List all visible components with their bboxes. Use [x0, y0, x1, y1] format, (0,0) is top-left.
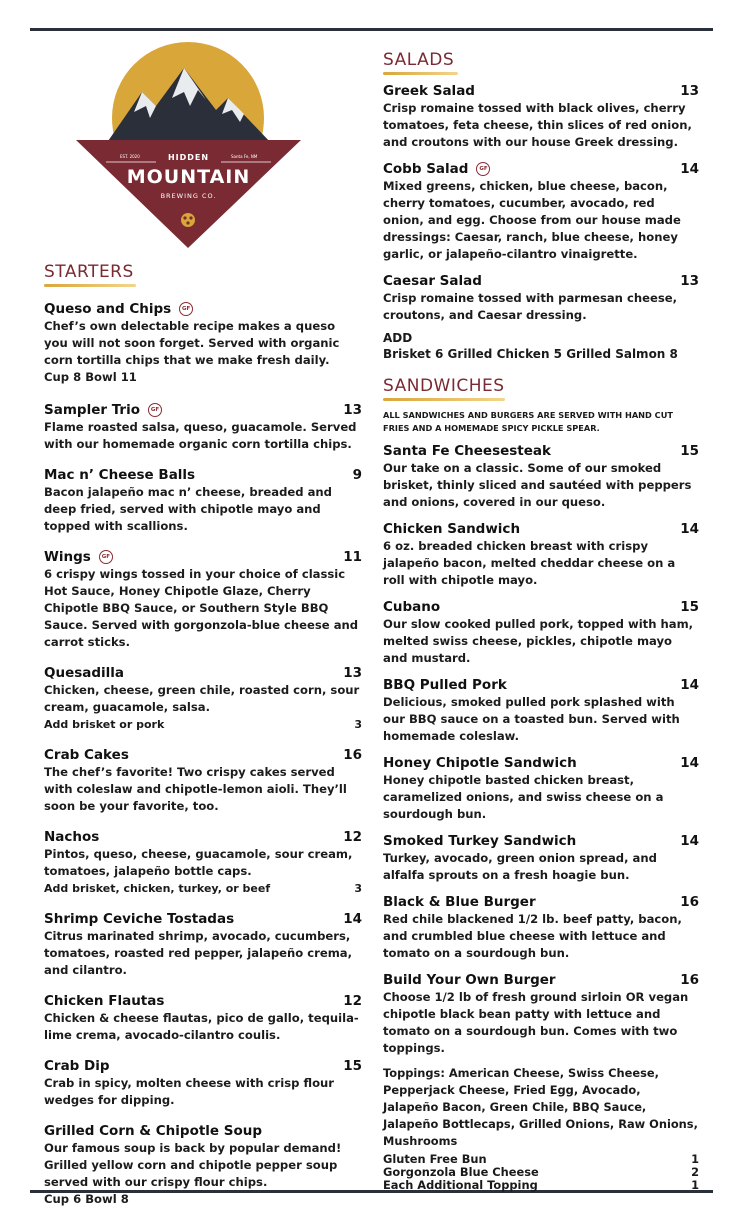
menu-item — [383, 892, 699, 962]
menu-item-price: 13 — [680, 82, 699, 99]
menu-item-description: Delicious, smoked pulled pork splashed with our BBQ sauce on a toasted bun. Served with homemade coleslaw. — [383, 695, 680, 743]
menu-item-name: Cubano — [383, 599, 441, 615]
starters-rule — [44, 284, 136, 287]
menu-item-title — [44, 909, 234, 928]
menu-item-price: 15 — [680, 442, 699, 459]
menu-item-name: Queso and Chips — [44, 301, 172, 317]
menu-item-title — [44, 991, 164, 1010]
menu-item-name: Black & Blue Burger — [383, 894, 536, 910]
menu-item-title — [383, 753, 577, 772]
menu-item-description: Our slow cooked pulled pork, topped with ham, melted swiss cheese, pickles, chipotle mayo and mustard. — [383, 617, 694, 665]
right-column — [383, 50, 699, 1192]
starters-title: STARTERS — [44, 262, 134, 282]
menu-item-name: Crab Dip — [44, 1058, 110, 1074]
addon-price: 3 — [354, 718, 362, 731]
menu-item — [44, 547, 362, 651]
menu-item — [383, 159, 699, 263]
salads-title: SALADS — [383, 50, 455, 70]
menu-item-title — [383, 892, 536, 911]
logo-location: Santa Fe, NM — [231, 154, 258, 159]
menu-item-price: 14 — [680, 754, 699, 771]
gluten-free-icon: GF — [179, 302, 193, 316]
addon-label: Add brisket or pork — [44, 718, 165, 731]
extra-option-row — [383, 1179, 699, 1192]
menu-item-price: 13 — [343, 664, 362, 681]
menu-item — [383, 831, 699, 884]
menu-item-title — [383, 831, 576, 850]
hop-icon-detail — [186, 221, 189, 224]
menu-item-title — [44, 1121, 262, 1140]
menu-item-price: 14 — [680, 160, 699, 177]
menu-item — [383, 271, 699, 324]
menu-item-title — [383, 675, 507, 694]
menu-item-title — [44, 465, 195, 484]
hop-icon-detail — [189, 216, 192, 219]
menu-item-header — [383, 597, 699, 616]
menu-item-description: Crab in spicy, molten cheese with crisp flour wedges for dipping. — [44, 1076, 335, 1107]
extra-option-label: Each Additional Topping — [383, 1178, 538, 1192]
hop-icon — [181, 213, 195, 227]
menu-item-header — [383, 753, 699, 772]
menu-item-name: Shrimp Ceviche Tostadas — [44, 911, 235, 927]
logo-mountain: MOUNTAIN — [126, 166, 251, 188]
menu-item-description: The chef’s favorite! Two crispy cakes served with coleslaw and chipotle-lemon aioli. They’ll soon be your favorite, too. — [44, 765, 347, 813]
menu-item-price: 12 — [343, 992, 362, 1009]
menu-item-price: 12 — [343, 828, 362, 845]
menu-item-description: 6 oz. breaded chicken breast with crispy jalapeño bacon, melted cheddar cheese on a roll with chipotle mayo. — [383, 539, 676, 587]
menu-item — [44, 1056, 362, 1109]
menu-item-title — [44, 827, 99, 846]
addon-price: 3 — [354, 882, 362, 895]
toppings-list: Toppings: American Cheese, Swiss Cheese, Pepperjack Cheese, Fried Egg, Avocado, Jalapeño Bacon, Green Chile, BBQ Sauce, Jalapeño Bottlecaps, Grilled Onions, Raw Onions, Mushrooms — [383, 1066, 698, 1148]
extras-list — [383, 1153, 699, 1192]
menu-item-price: 14 — [680, 832, 699, 849]
menu-item-description: Chicken, cheese, green chile, roasted corn, sour cream, guacamole, salsa. — [44, 683, 360, 714]
menu-item-price: 15 — [343, 1057, 362, 1074]
menu-item-title — [383, 81, 475, 100]
menu-item-description: Our famous soup is back by popular demand! Grilled yellow corn and chipotle pepper soup served with our crispy flour chips. — [44, 1141, 342, 1189]
starters-list — [44, 299, 362, 1208]
menu-item-name: Santa Fe Cheesesteak — [383, 443, 551, 459]
menu-item-name: Wings — [44, 549, 91, 565]
menu-item-sizes: Cup 8 Bowl 11 — [44, 370, 137, 384]
menu-item-title — [383, 441, 551, 460]
menu-item-price: 14 — [680, 676, 699, 693]
menu-item-name: Sampler Trio — [44, 402, 140, 418]
menu-item-price: 13 — [343, 401, 362, 418]
menu-item-description: Flame roasted salsa, queso, guacamole. Served with our homemade organic corn tortilla chips. — [44, 420, 357, 451]
menu-item-title — [383, 970, 556, 989]
menu-item-description: Turkey, avocado, green onion spread, and alfalfa sprouts on a fresh hoagie bun. — [383, 851, 657, 882]
extra-option-price: 1 — [691, 1178, 699, 1192]
menu-item-price: 14 — [680, 520, 699, 537]
menu-item-header — [383, 675, 699, 694]
menu-item-description: Chicken & cheese flautas, pico de gallo, tequila-lime crema, avocado-cilantro coulis. — [44, 1011, 359, 1042]
logo-hidden: HIDDEN — [167, 153, 210, 162]
menu-item-header — [383, 271, 699, 290]
menu-item-name: Grilled Corn & Chipotle Soup — [44, 1123, 263, 1139]
menu-item — [44, 663, 362, 733]
salad-add-label: ADD — [383, 331, 413, 345]
menu-item-price: 9 — [352, 466, 362, 483]
logo-brewing: BREWING CO. — [160, 192, 217, 200]
menu-item — [44, 299, 362, 386]
menu-item — [44, 1121, 362, 1208]
menu-item-name: Smoked Turkey Sandwich — [383, 833, 577, 849]
hop-icon-detail — [183, 216, 186, 219]
menu-item-description: Citrus marinated shrimp, avocado, cucumbers, tomatoes, roasted red pepper, jalapeño crema, and cilantro. — [44, 929, 353, 977]
menu-item-header — [44, 547, 362, 566]
menu-item-name: Chicken Flautas — [44, 993, 165, 1009]
menu-item-name: Crab Cakes — [44, 747, 129, 763]
menu-item-title — [383, 519, 520, 538]
menu-item-header — [383, 892, 699, 911]
menu-item-price: 11 — [343, 548, 362, 565]
menu-item-description: Choose 1/2 lb of fresh ground sirloin OR vegan chipotle black bean patty with lettuce and tomato on a sourdough bun. Comes with two toppings. — [383, 990, 689, 1055]
sandwiches-list — [383, 441, 699, 1057]
menu-item-header — [383, 519, 699, 538]
menu-item — [383, 597, 699, 667]
menu-item — [383, 441, 699, 511]
logo-est: EST. 2020 — [120, 154, 140, 159]
menu-item-description: Our take on a classic. Some of our smoked brisket, thinly sliced and sautéed with peppers and onions, covered in our queso. — [383, 461, 692, 509]
menu-item-price: 16 — [680, 971, 699, 988]
menu-item-header — [44, 827, 362, 846]
sandwiches-note: ALL SANDWICHES AND BURGERS ARE SERVED WITH HAND CUT FRIES AND A HOMEMADE SPICY PICKLE SPEAR. — [383, 410, 673, 433]
extra-option-label: Gluten Free Bun — [383, 1152, 487, 1166]
menu-item-name: Caesar Salad — [383, 273, 482, 289]
starters-section — [44, 262, 362, 1208]
sandwiches-title: SANDWICHES — [383, 376, 505, 396]
menu-item-description: Crisp romaine tossed with black olives, cherry tomatoes, feta cheese, thin slices of red onion, and croutons with our house Greek dressing. — [383, 101, 692, 149]
menu-item-title — [383, 271, 482, 290]
salads-rule — [383, 72, 458, 75]
menu-item-description: Mixed greens, chicken, blue cheese, bacon, cherry tomatoes, cucumber, avocado, red onion, and egg. Choose from our house made dressings: Caesar, ranch, blue cheese, honey garlic, or jalapeño-cilantro vinaigrette. — [383, 179, 681, 261]
menu-item-sizes: Cup 6 Bowl 8 — [44, 1192, 129, 1206]
menu-item-header — [44, 465, 362, 484]
menu-item-header — [44, 299, 362, 318]
menu-item — [44, 991, 362, 1044]
gluten-free-icon: GF — [99, 550, 113, 564]
menu-item-header — [383, 441, 699, 460]
menu-item-title — [383, 159, 490, 178]
salads-section — [383, 50, 699, 362]
menu-item-title — [383, 597, 440, 616]
menu-item-header — [44, 663, 362, 682]
menu-item-name: Chicken Sandwich — [383, 521, 521, 537]
menu-item-name: BBQ Pulled Pork — [383, 677, 507, 693]
sandwiches-rule — [383, 398, 505, 401]
menu-item-header — [44, 1056, 362, 1075]
menu-item-addon — [44, 716, 362, 733]
menu-item-header — [44, 991, 362, 1010]
menu-item-price: 13 — [680, 272, 699, 289]
menu-item — [44, 745, 362, 815]
menu-item — [44, 909, 362, 979]
menu-item-name: Honey Chipotle Sandwich — [383, 755, 577, 771]
menu-item-addon — [44, 880, 362, 897]
menu-item-title — [44, 547, 113, 566]
menu-item — [383, 753, 699, 823]
menu-item — [383, 519, 699, 589]
menu-item-description: Honey chipotle basted chicken breast, caramelized onions, and swiss cheese on a sourdough bun. — [383, 773, 664, 821]
menu-item — [383, 970, 699, 1057]
menu-item-header — [44, 400, 362, 419]
menu-item-description: Red chile blackened 1/2 lb. beef patty, bacon, and crumbled blue cheese with lettuce and tomato on a sourdough bun. — [383, 912, 682, 960]
sandwiches-section — [383, 376, 699, 1192]
gluten-free-icon: GF — [148, 403, 162, 417]
menu-item-title — [44, 663, 124, 682]
menu-item-name: Mac n’ Cheese Balls — [44, 467, 196, 483]
menu-item — [383, 675, 699, 745]
salad-add-options: Brisket 6 Grilled Chicken 5 Grilled Salmon 8 — [383, 347, 678, 361]
menu-item-header — [44, 1121, 362, 1140]
menu-item-description: Bacon jalapeño mac n’ cheese, breaded and deep fried, served with chipotle mayo and topped with scallions. — [44, 485, 332, 533]
extra-option-label: Gorgonzola Blue Cheese — [383, 1165, 539, 1179]
menu-item-price: 16 — [680, 893, 699, 910]
menu-item-title — [44, 299, 193, 318]
menu-item-description: 6 crispy wings tossed in your choice of classic Hot Sauce, Honey Chipotle Glaze, Cherry Chipotle BBQ Sauce, or Southern Style BBQ Sauce. Served with gorgonzola-blue cheese and carrot sticks. — [44, 567, 359, 649]
extra-option-price: 2 — [691, 1165, 699, 1179]
menu-item-price: 16 — [343, 746, 362, 763]
menu-item-price: 15 — [680, 598, 699, 615]
menu-item-header — [383, 970, 699, 989]
menu-item — [44, 400, 362, 453]
menu-item-description: Chef’s own delectable recipe makes a queso you will not soon forget. Served with organic corn tortilla chips that we make fresh daily. — [44, 319, 340, 367]
menu-item-header — [44, 909, 362, 928]
addon-label: Add brisket, chicken, turkey, or beef — [44, 882, 271, 895]
gluten-free-icon: GF — [476, 162, 490, 176]
menu-item — [44, 465, 362, 535]
menu-item-name: Build Your Own Burger — [383, 972, 556, 988]
brewery-logo — [76, 40, 301, 250]
menu-item-name: Greek Salad — [383, 83, 475, 99]
salads-list — [383, 81, 699, 324]
menu-item-description: Pintos, queso, cheese, guacamole, sour cream, tomatoes, jalapeño bottle caps. — [44, 847, 353, 878]
menu-item-header — [383, 159, 699, 178]
menu-item-name: Quesadilla — [44, 665, 125, 681]
menu-item-description: Crisp romaine tossed with parmesan cheese, croutons, and Caesar dressing. — [383, 291, 677, 322]
logo-graphic — [76, 40, 301, 250]
menu-item-header — [44, 745, 362, 764]
menu-item-header — [383, 831, 699, 850]
menu-item-title — [44, 745, 129, 764]
menu-item-name: Cobb Salad — [383, 161, 469, 177]
menu-item-header — [383, 81, 699, 100]
menu-item-title — [44, 400, 162, 419]
menu-item-title — [44, 1056, 110, 1075]
menu-item — [44, 827, 362, 897]
menu-item — [383, 81, 699, 151]
extra-option-price: 1 — [691, 1152, 699, 1166]
menu-item-price: 14 — [343, 910, 362, 927]
menu-item-name: Nachos — [44, 829, 100, 845]
